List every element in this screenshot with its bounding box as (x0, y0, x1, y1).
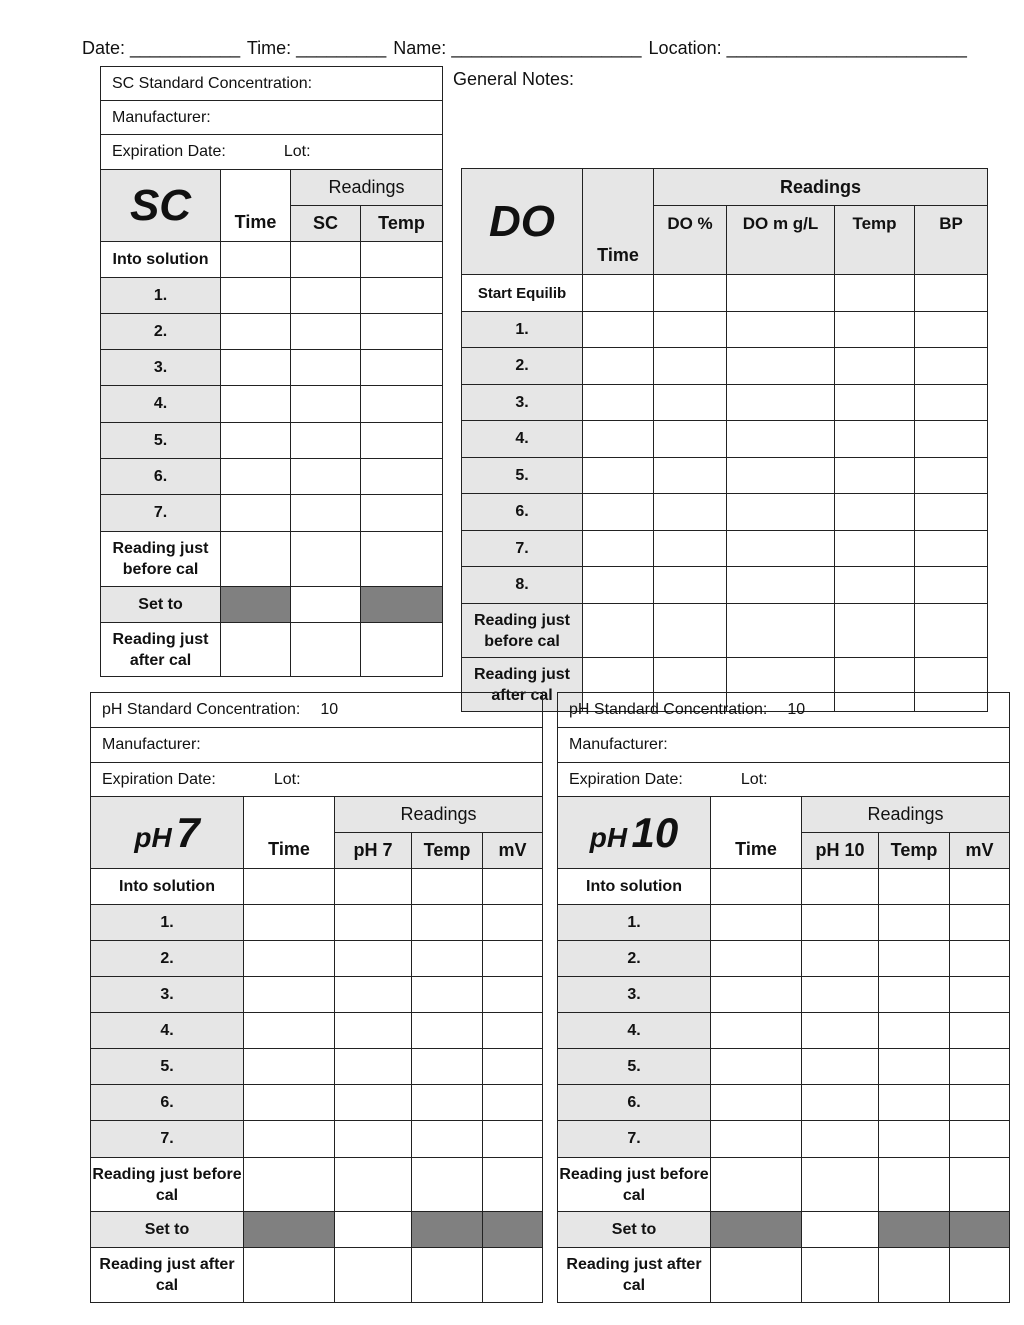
cell[interactable] (412, 905, 483, 941)
cell[interactable] (879, 1085, 950, 1121)
cell-disabled (244, 1212, 335, 1248)
cell[interactable] (244, 1158, 335, 1212)
cell[interactable] (950, 941, 1010, 977)
do-row-start: Start Equilib (462, 275, 583, 312)
ph7-readings-header: Readings (335, 797, 543, 833)
do-row-label: 3. (462, 385, 583, 421)
cell[interactable] (835, 275, 915, 312)
cell[interactable] (221, 623, 291, 677)
cell[interactable] (835, 458, 915, 494)
cell[interactable] (483, 1248, 543, 1303)
ph10-lot: Lot: (740, 770, 768, 788)
cell[interactable] (291, 278, 361, 314)
cell[interactable] (727, 421, 835, 458)
ph10-row-after-cal: Reading just after cal (558, 1248, 711, 1303)
cell[interactable] (412, 1248, 483, 1303)
ph7-row-label: 5. (91, 1049, 244, 1085)
cell[interactable] (583, 348, 654, 385)
cell[interactable] (950, 1049, 1010, 1085)
cell[interactable] (335, 1121, 412, 1158)
cell[interactable] (802, 1049, 879, 1085)
cell[interactable] (802, 1013, 879, 1049)
cell[interactable] (835, 567, 915, 604)
cell[interactable] (727, 567, 835, 604)
ph10-readings-header: Readings (802, 797, 1010, 833)
sc-calibration-table (100, 66, 443, 677)
ph10-col-ph: pH 10 (802, 833, 879, 869)
cell[interactable] (361, 278, 443, 314)
cell-disabled (221, 587, 291, 623)
cell[interactable] (361, 495, 443, 532)
ph7-row-label: 7. (91, 1121, 244, 1158)
do-col-percent: DO % (654, 206, 727, 275)
cell[interactable] (654, 458, 727, 494)
cell[interactable] (879, 1049, 950, 1085)
cell[interactable] (915, 312, 988, 348)
sc-row-after-cal: Reading just after cal (101, 623, 221, 677)
cell[interactable] (835, 421, 915, 458)
cell[interactable] (361, 459, 443, 495)
cell[interactable] (654, 385, 727, 421)
do-time-header: Time (583, 169, 654, 275)
cell[interactable] (361, 386, 443, 423)
cell[interactable] (583, 494, 654, 531)
ph7-std-conc[interactable]: pH Standard Concentration: 10 (91, 693, 543, 728)
cell[interactable] (915, 604, 988, 658)
cell[interactable] (802, 1248, 879, 1303)
cell[interactable] (412, 977, 483, 1013)
cell[interactable] (244, 905, 335, 941)
ph10-row-label: 6. (558, 1085, 711, 1121)
cell[interactable] (915, 385, 988, 421)
cell[interactable] (483, 869, 543, 905)
cell[interactable] (950, 1085, 1010, 1121)
do-row-after-cal: Reading just after cal (462, 658, 583, 712)
ph7-row-label: 2. (91, 941, 244, 977)
cell[interactable] (583, 421, 654, 458)
cell[interactable] (950, 1248, 1010, 1303)
cell[interactable] (950, 1121, 1010, 1158)
general-notes-label: General Notes: (453, 69, 575, 89)
sc-row-label: 2. (101, 314, 221, 350)
ph10-row-set-to: Set to (558, 1212, 711, 1248)
ph10-row-label: 4. (558, 1013, 711, 1049)
cell[interactable] (221, 314, 291, 350)
cell[interactable] (835, 604, 915, 658)
do-row-label: 5. (462, 458, 583, 494)
cell[interactable] (221, 278, 291, 314)
cell[interactable] (727, 604, 835, 658)
cell[interactable] (802, 1158, 879, 1212)
sc-row-label: 6. (101, 459, 221, 495)
cell[interactable] (915, 531, 988, 567)
cell[interactable] (483, 941, 543, 977)
cell[interactable] (291, 314, 361, 350)
cell[interactable] (361, 242, 443, 278)
cell[interactable] (583, 531, 654, 567)
cell[interactable] (335, 1212, 412, 1248)
cell[interactable] (483, 1121, 543, 1158)
cell-disabled (483, 1212, 543, 1248)
cell[interactable] (879, 869, 950, 905)
cell[interactable] (950, 869, 1010, 905)
sc-manufacturer[interactable]: Manufacturer: (101, 101, 443, 135)
cell-disabled (412, 1212, 483, 1248)
do-calibration-table (461, 168, 988, 712)
cell[interactable] (654, 275, 727, 312)
ph7-col-temp: Temp (412, 833, 483, 869)
ph7-expiration[interactable]: Expiration Date: Lot: (91, 763, 543, 797)
cell[interactable] (221, 350, 291, 386)
cell[interactable] (802, 905, 879, 941)
cell[interactable] (654, 312, 727, 348)
cell[interactable] (879, 1158, 950, 1212)
cell[interactable] (915, 275, 988, 312)
cell[interactable] (802, 1212, 879, 1248)
cell[interactable] (727, 531, 835, 567)
ph7-manufacturer[interactable]: Manufacturer: (91, 728, 543, 763)
do-col-bp: BP (915, 206, 988, 275)
cell[interactable] (583, 385, 654, 421)
ph7-title: pH 7 (91, 797, 244, 869)
ph10-row-label: 7. (558, 1121, 711, 1158)
cell-disabled (361, 587, 443, 623)
cell[interactable] (244, 977, 335, 1013)
cell[interactable] (835, 312, 915, 348)
cell[interactable] (654, 604, 727, 658)
sc-row-label: 1. (101, 278, 221, 314)
cell[interactable] (291, 532, 361, 587)
sc-row-label: 7. (101, 495, 221, 532)
sc-row-label: 4. (101, 386, 221, 423)
cell[interactable] (221, 386, 291, 423)
cell[interactable] (335, 977, 412, 1013)
cell[interactable] (950, 905, 1010, 941)
cell[interactable] (915, 348, 988, 385)
ph10-row-label: 2. (558, 941, 711, 977)
time-field[interactable]: Time: _________ (246, 38, 387, 58)
cell[interactable] (291, 459, 361, 495)
cell[interactable] (221, 423, 291, 459)
cell[interactable] (802, 941, 879, 977)
sc-row-set-to: Set to (101, 587, 221, 623)
cell[interactable] (483, 1013, 543, 1049)
cell[interactable] (950, 977, 1010, 1013)
cell[interactable] (361, 623, 443, 677)
sc-time-header: Time (221, 170, 291, 242)
cell[interactable] (727, 348, 835, 385)
cell[interactable] (711, 1158, 802, 1212)
ph10-row-label: 3. (558, 977, 711, 1013)
cell[interactable] (361, 350, 443, 386)
cell[interactable] (654, 531, 727, 567)
cell[interactable] (412, 1013, 483, 1049)
cell[interactable] (711, 1248, 802, 1303)
ph7-row-label: 3. (91, 977, 244, 1013)
date-field[interactable]: Date: ___________ (82, 38, 241, 58)
ph10-col-temp: Temp (879, 833, 950, 869)
cell[interactable] (483, 1085, 543, 1121)
sc-lot: Lot: (283, 143, 311, 160)
ph7-row-after-cal: Reading just after cal (91, 1248, 244, 1303)
do-row-label: 2. (462, 348, 583, 385)
ph7-col-ph: pH 7 (335, 833, 412, 869)
cell[interactable] (727, 385, 835, 421)
cell[interactable] (335, 905, 412, 941)
cell[interactable] (950, 1158, 1010, 1212)
cell[interactable] (711, 869, 802, 905)
cell[interactable] (802, 1085, 879, 1121)
do-title: DO (462, 169, 583, 275)
cell[interactable] (835, 531, 915, 567)
cell[interactable] (879, 905, 950, 941)
cell[interactable] (483, 1158, 543, 1212)
cell[interactable] (412, 1085, 483, 1121)
sc-row-before-cal: Reading just before cal (101, 532, 221, 587)
cell[interactable] (879, 1248, 950, 1303)
ph7-row-before-cal: Reading just before cal (91, 1158, 244, 1212)
cell[interactable] (335, 869, 412, 905)
ph7-row-label: 4. (91, 1013, 244, 1049)
cell[interactable] (412, 941, 483, 977)
cell[interactable] (483, 1049, 543, 1085)
do-row-label: 6. (462, 494, 583, 531)
cell[interactable] (291, 495, 361, 532)
ph10-row-label: 1. (558, 905, 711, 941)
do-row-label: 8. (462, 567, 583, 604)
ph7-calibration-table (90, 692, 543, 1303)
cell[interactable] (727, 494, 835, 531)
cell[interactable] (654, 348, 727, 385)
cell[interactable] (915, 567, 988, 604)
cell[interactable] (583, 604, 654, 658)
sc-title: SC (101, 170, 221, 242)
cell[interactable] (915, 421, 988, 458)
cell[interactable] (244, 869, 335, 905)
cell[interactable] (711, 1013, 802, 1049)
cell[interactable] (291, 423, 361, 459)
ph10-expiration[interactable]: Expiration Date: Lot: (558, 763, 1010, 797)
cell[interactable] (361, 423, 443, 459)
ph10-time-header: Time (711, 797, 802, 869)
cell[interactable] (879, 977, 950, 1013)
ph10-std-value: 10 (787, 701, 806, 718)
cell[interactable] (654, 494, 727, 531)
sc-col-sc: SC (291, 206, 361, 242)
cell[interactable] (412, 1049, 483, 1085)
cell[interactable] (244, 1121, 335, 1158)
ph10-row-before-cal: Reading just before cal (558, 1158, 711, 1212)
ph7-row-into: Into solution (91, 869, 244, 905)
cell[interactable] (291, 350, 361, 386)
do-readings-header: Readings (654, 169, 988, 206)
cell[interactable] (711, 941, 802, 977)
cell[interactable] (335, 1158, 412, 1212)
cell[interactable] (727, 275, 835, 312)
sc-col-temp: Temp (361, 206, 443, 242)
ph7-col-mv: mV (483, 833, 543, 869)
cell[interactable] (335, 1248, 412, 1303)
ph7-row-label: 6. (91, 1085, 244, 1121)
cell[interactable] (412, 1121, 483, 1158)
ph10-row-label: 5. (558, 1049, 711, 1085)
cell[interactable] (335, 1013, 412, 1049)
cell[interactable] (654, 567, 727, 604)
cell[interactable] (291, 587, 361, 623)
cell[interactable] (221, 242, 291, 278)
ph7-std-value: 10 (320, 701, 339, 718)
name-field[interactable]: Name: ___________________ (393, 38, 642, 58)
cell[interactable] (802, 869, 879, 905)
cell[interactable] (950, 1013, 1010, 1049)
cell[interactable] (335, 1049, 412, 1085)
ph10-manufacturer[interactable]: Manufacturer: (558, 728, 1010, 763)
ph10-calibration-table (557, 692, 1010, 1303)
do-row-before-cal: Reading just before cal (462, 604, 583, 658)
cell[interactable] (802, 977, 879, 1013)
cell[interactable] (244, 1085, 335, 1121)
cell[interactable] (879, 1013, 950, 1049)
cell[interactable] (291, 386, 361, 423)
cell[interactable] (711, 1121, 802, 1158)
cell[interactable] (291, 242, 361, 278)
sc-row-label: 5. (101, 423, 221, 459)
cell[interactable] (244, 1049, 335, 1085)
cell[interactable] (483, 977, 543, 1013)
do-row-label: 7. (462, 531, 583, 567)
cell[interactable] (483, 905, 543, 941)
ph10-title: pH 10 (558, 797, 711, 869)
cell-disabled (711, 1212, 802, 1248)
sc-row-into: Into solution (101, 242, 221, 278)
cell[interactable] (711, 905, 802, 941)
cell[interactable] (361, 532, 443, 587)
cell[interactable] (412, 1158, 483, 1212)
cell[interactable] (244, 1248, 335, 1303)
cell[interactable] (583, 312, 654, 348)
cell[interactable] (583, 458, 654, 494)
cell[interactable] (727, 312, 835, 348)
ph7-time-header: Time (244, 797, 335, 869)
ph10-col-mv: mV (950, 833, 1010, 869)
cell[interactable] (221, 459, 291, 495)
cell[interactable] (221, 532, 291, 587)
cell[interactable] (244, 941, 335, 977)
cell[interactable] (711, 1085, 802, 1121)
sc-readings-header: Readings (291, 170, 443, 206)
cell[interactable] (335, 1085, 412, 1121)
ph7-lot: Lot: (273, 770, 301, 788)
cell[interactable] (727, 458, 835, 494)
cell[interactable] (879, 1121, 950, 1158)
cell[interactable] (361, 314, 443, 350)
ph10-row-into: Into solution (558, 869, 711, 905)
location-field[interactable]: Location: ________________________ (648, 38, 967, 58)
ph7-row-set-to: Set to (91, 1212, 244, 1248)
cell[interactable] (654, 421, 727, 458)
cell-disabled (879, 1212, 950, 1248)
cell[interactable] (244, 1013, 335, 1049)
cell[interactable] (915, 494, 988, 531)
do-col-mgl: DO m g/L (727, 206, 835, 275)
ph7-row-label: 1. (91, 905, 244, 941)
cell[interactable] (835, 348, 915, 385)
sc-std-conc[interactable]: SC Standard Concentration: (101, 67, 443, 101)
cell[interactable] (835, 494, 915, 531)
sc-row-label: 3. (101, 350, 221, 386)
do-col-temp: Temp (835, 206, 915, 275)
header-fields (82, 38, 969, 59)
cell[interactable] (335, 941, 412, 977)
ph10-std-conc[interactable]: pH Standard Concentration: 10 (558, 693, 1010, 728)
cell[interactable] (835, 385, 915, 421)
cell[interactable] (802, 1121, 879, 1158)
do-row-label: 4. (462, 421, 583, 458)
sc-expiration[interactable]: Expiration Date: Lot: (101, 135, 443, 170)
cell[interactable] (291, 623, 361, 677)
cell[interactable] (711, 1049, 802, 1085)
cell[interactable] (711, 977, 802, 1013)
cell[interactable] (879, 941, 950, 977)
cell[interactable] (583, 567, 654, 604)
cell[interactable] (221, 495, 291, 532)
cell-disabled (950, 1212, 1010, 1248)
cell[interactable] (915, 458, 988, 494)
do-row-label: 1. (462, 312, 583, 348)
cell[interactable] (583, 275, 654, 312)
cell[interactable] (412, 869, 483, 905)
